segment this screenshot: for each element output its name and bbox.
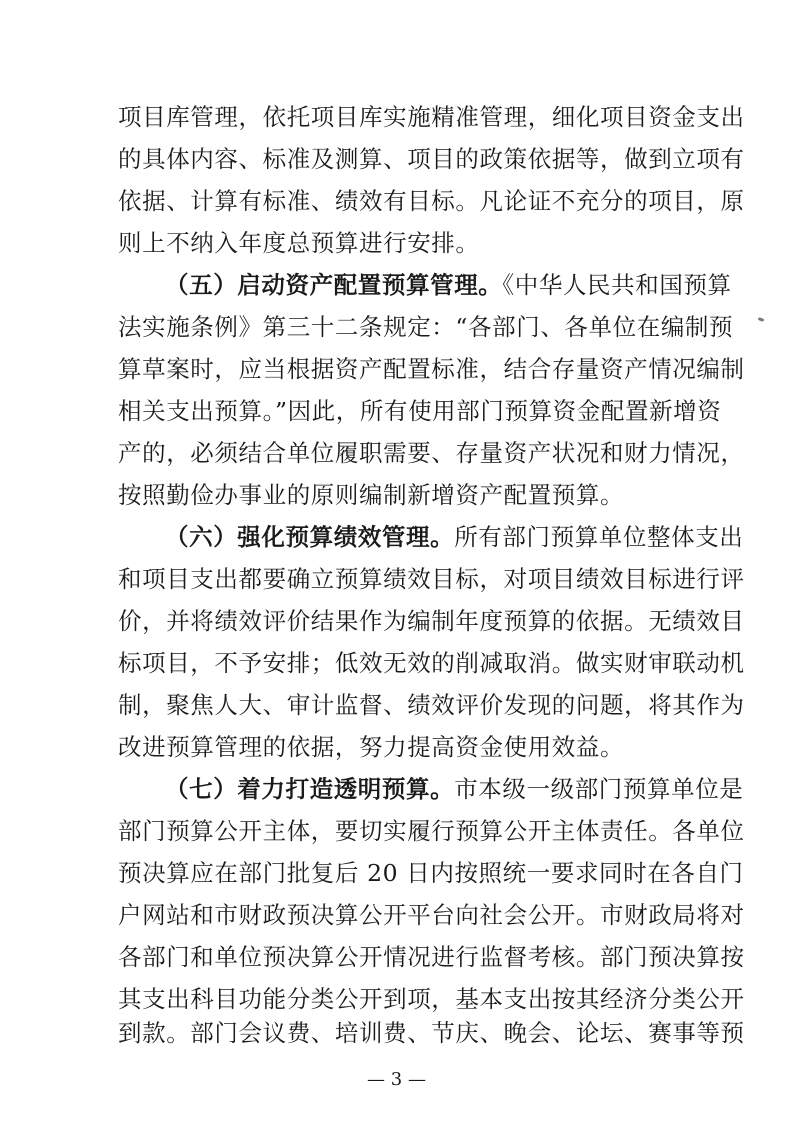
text-line: 标项目，不予安排；低效无效的削减取消。做实财审联动机 [118, 649, 745, 677]
text-line: 和项目支出都要确立预算绩效目标，对项目绩效目标进行评 [118, 565, 745, 593]
section-7-heading: （七）着力打造透明预算。 [165, 775, 455, 803]
text-line: 部门预算公开主体，要切实履行预算公开主体责任。各单位 [118, 817, 745, 845]
text-line: 其支出科目功能分类公开到项，基本支出按其经济分类公开 [118, 985, 745, 1013]
section-6-first-line [165, 522, 744, 552]
section-5-heading: （五）启动资产配置预算管理。 [165, 271, 503, 299]
section-7-first-line-text: 市本级一级部门预算单位是 [454, 775, 744, 803]
text-line: 法实施条例》第三十二条规定：“各部门、各单位在编制预 [118, 313, 734, 341]
text-line: 制，聚焦人大、审计监督、绩效评价发现的问题，将其作为 [118, 691, 745, 719]
text-line: 项目库管理，依托项目库实施精准管理，细化项目资金支出 [118, 103, 745, 131]
text-line: 依据、计算有标准、绩效有目标。凡论证不充分的项目，原 [118, 187, 745, 215]
section-5-first-line-text: 《中华人民共和国预算 [502, 271, 732, 299]
text-line: 预决算应在部门批复后 20 日内按照统一要求同时在各自门 [118, 859, 744, 887]
text-line: 各部门和单位预决算公开情况进行监督考核。部门预决算按 [118, 943, 745, 971]
section-7-first-line [165, 774, 744, 804]
scan-speck [758, 317, 765, 322]
text-line: 产的，必须结合单位履职需要、存量资产状况和财力情况， [118, 439, 745, 467]
text-line: 按照勤俭办事业的原则编制新增资产配置预算。 [118, 481, 625, 509]
page-number: — 3 — [367, 1069, 426, 1090]
text-line: 的具体内容、标准及测算、项目的政策依据等，做到立项有 [118, 145, 745, 173]
text-line: 则上不纳入年度总预算进行安排。 [118, 229, 480, 257]
text-line: 户网站和市财政预决算公开平台向社会公开。市财政局将对 [118, 901, 745, 929]
text-line: 到款。部门会议费、培训费、节庆、晚会、论坛、赛事等预 [118, 1019, 745, 1047]
section-6-heading: （六）强化预算绩效管理。 [165, 523, 455, 551]
section-5-first-line [165, 270, 732, 300]
section-6-first-line-text: 所有部门预算单位整体支出 [454, 523, 744, 551]
text-line: 算草案时，应当根据资产配置标准，结合存量资产情况编制 [118, 355, 745, 383]
text-line: 改进预算管理的依据，努力提高资金使用效益。 [118, 733, 625, 761]
text-line: 相关支出预算。”因此，所有使用部门预算资金配置新增资 [118, 397, 722, 425]
text-line: 价，并将绩效评价结果作为编制年度预算的依据。无绩效目 [118, 607, 745, 635]
